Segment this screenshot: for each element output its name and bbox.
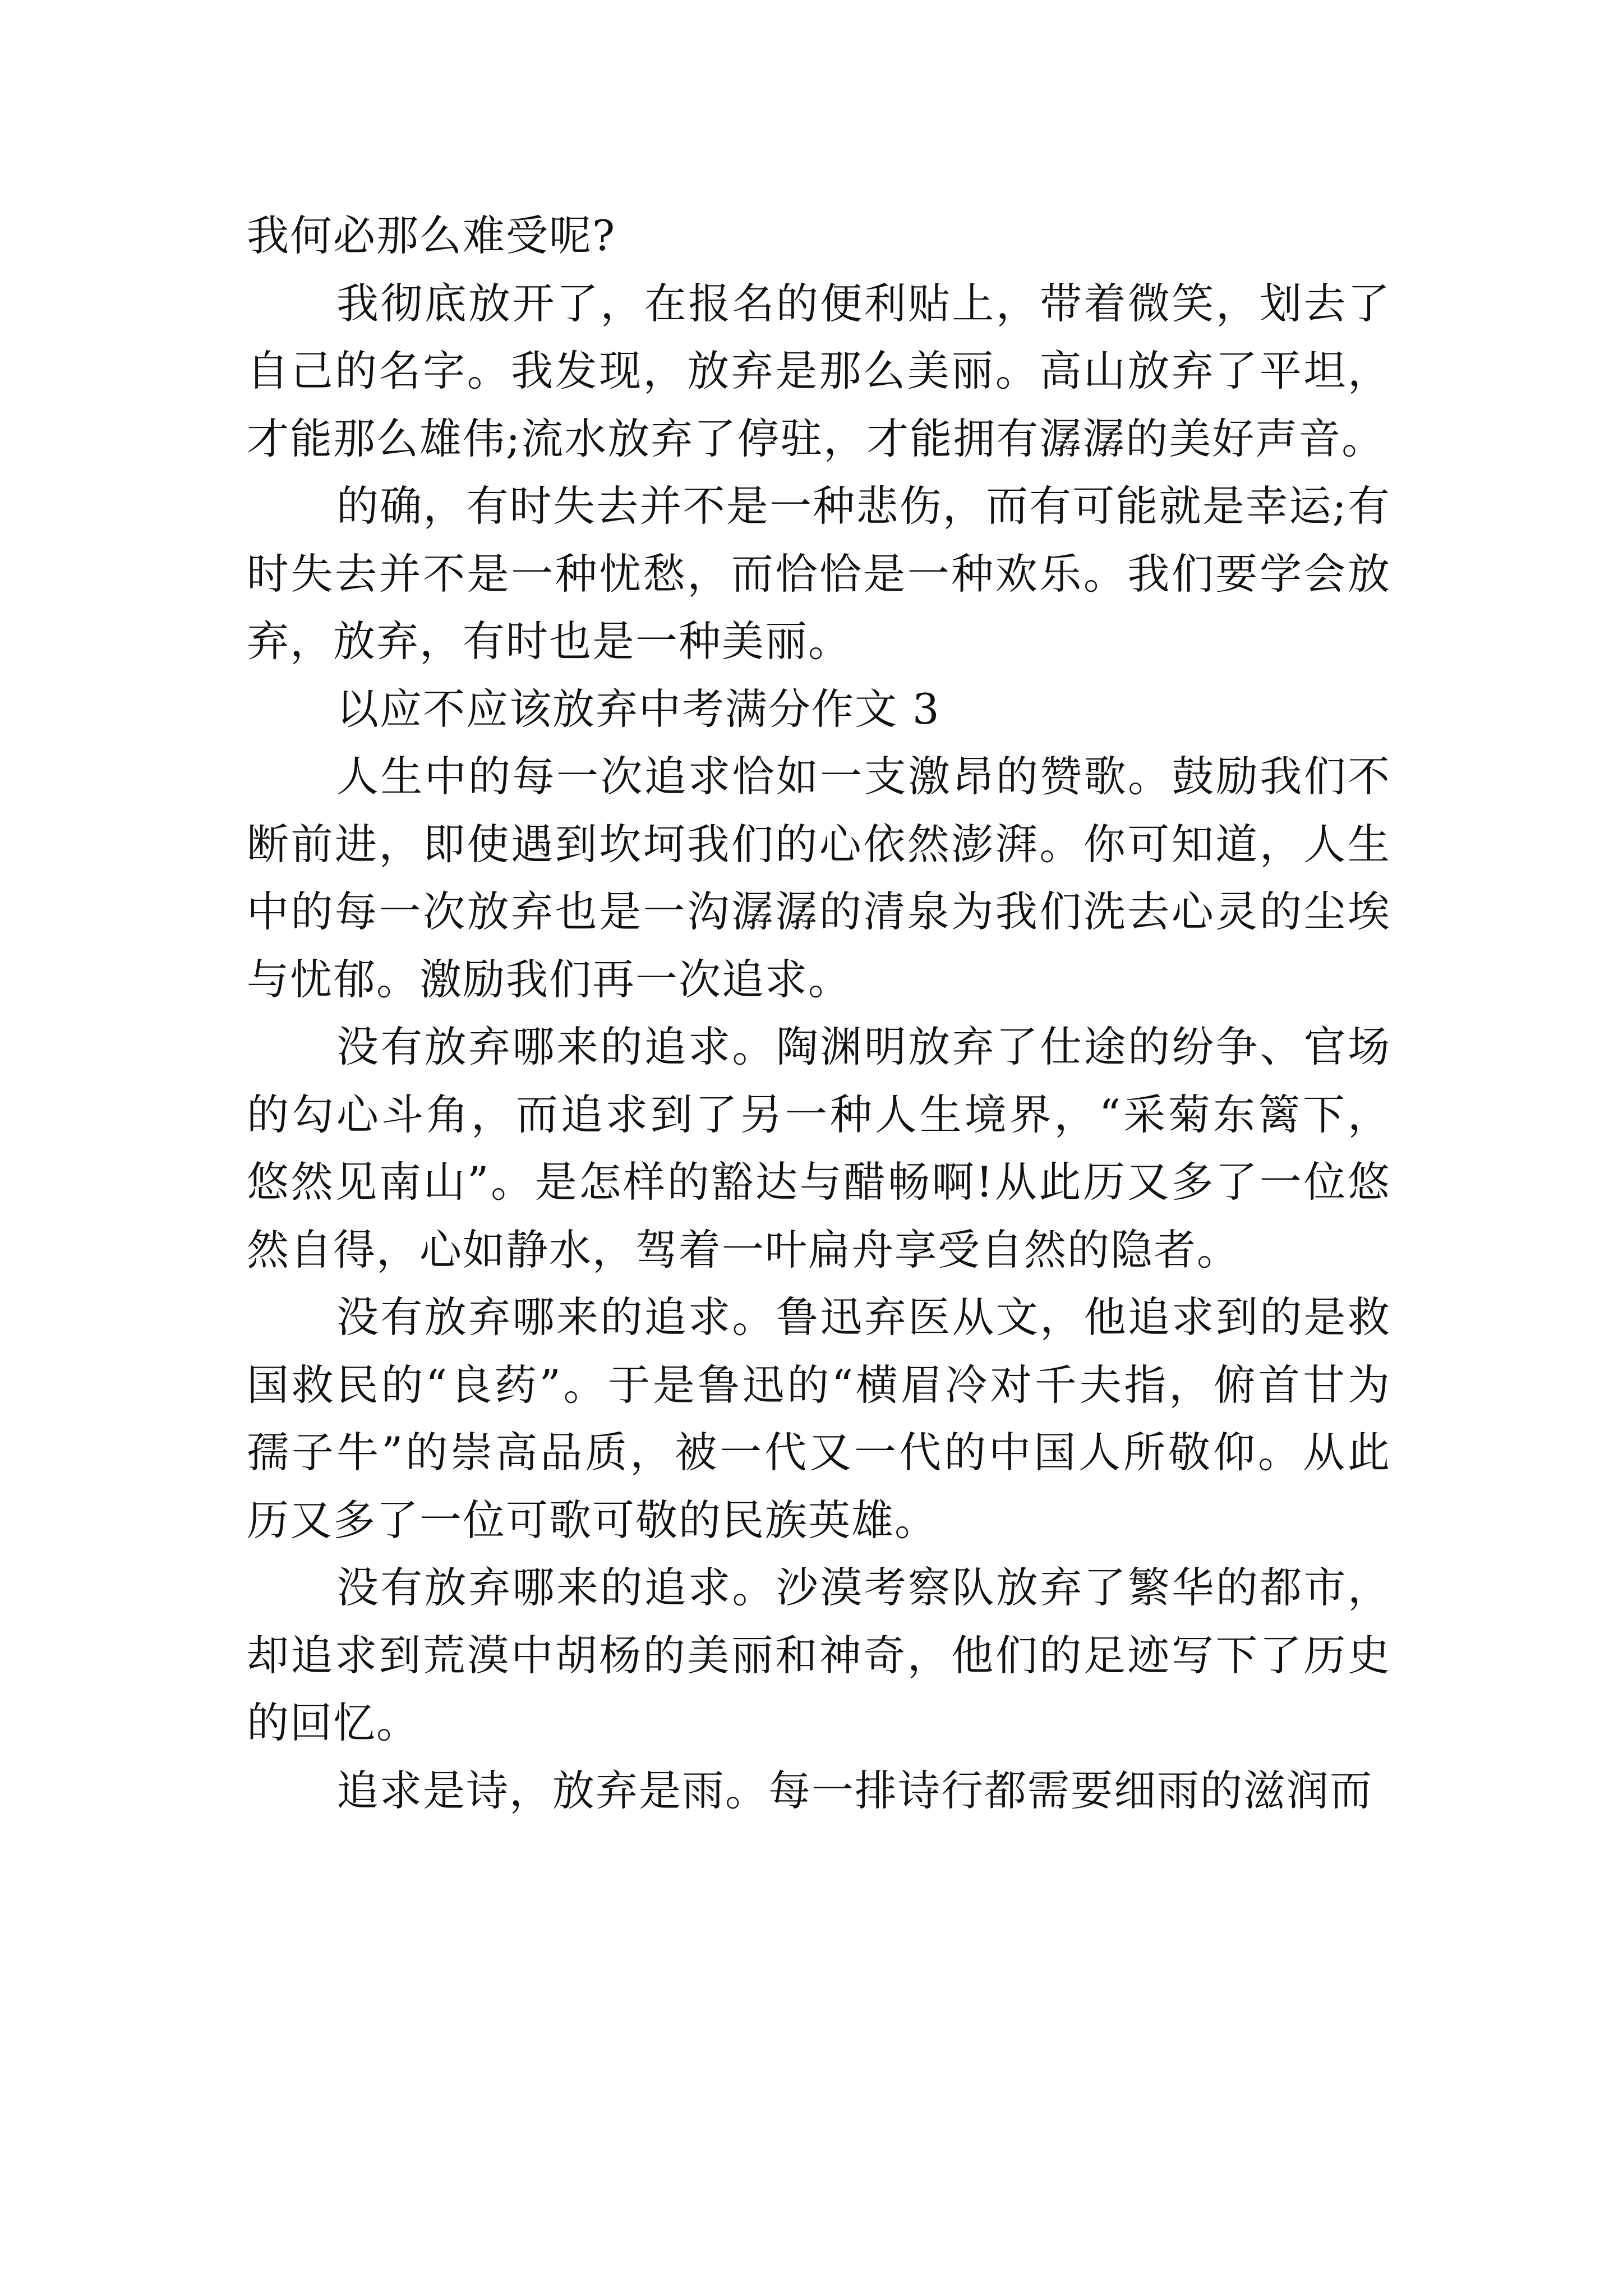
section-title: 以应不应该放弃中考满分作文 3 — [336, 684, 940, 734]
paragraph: 人生中的每一次追求恰如一支激昂的赞歌。鼓励我们不断前进，即使遇到坎坷我们的心依然澎湃。你可知道，人生中的每一次放弃也是一沟潺潺的清泉为我们洗去心灵的尘埃与忧郁。激励我们再一次追求。 — [247, 752, 1391, 1004]
paragraph: 没有放弃哪来的追求。沙漠考察队放弃了繁华的都市，却追求到荒漠中胡杨的美丽和神奇，他们的足迹写下了历史的回忆。 — [247, 1563, 1391, 1747]
paragraph: 的确，有时失去并不是一种悲伤，而有可能就是幸运;有时失去并不是一种忧愁，而恰恰是一种欢乐。我们要学会放弃，放弃，有时也是一种美丽。 — [247, 481, 1391, 666]
paragraph: 没有放弃哪来的追求。鲁迅弃医从文，他追求到的是救国救民的“良药”。于是鲁迅的“横眉冷对千夫指，俯首甘为孺子牛”的崇高品质，被一代又一代的中国人所敬仰。从此历又多了一位可歌可敬的民族英雄。 — [247, 1292, 1391, 1545]
document-body — [247, 202, 1391, 1824]
paragraph: 没有放弃哪来的追求。陶渊明放弃了仕途的纷争、官场的勾心斗角，而追求到了另一种人生境界，“采菊东篱下，悠然见南山”。是怎样的豁达与醋畅啊!从此历又多了一位悠然自得，心如静水，驾着一叶扁舟享受自然的隐者。 — [247, 1022, 1391, 1274]
paragraph: 我彻底放开了，在报名的便利贴上，带着微笑，划去了自己的名字。我发现，放弃是那么美丽。高山放弃了平坦，才能那么雄伟;流水放弃了停驻，才能拥有潺潺的美好声音。 — [247, 278, 1391, 463]
paragraph: 追求是诗，放弃是雨。每一排诗行都需要细雨的滋润而 — [336, 1765, 1373, 1815]
paragraph-continuation: 我何必那么难受呢? — [247, 211, 616, 260]
